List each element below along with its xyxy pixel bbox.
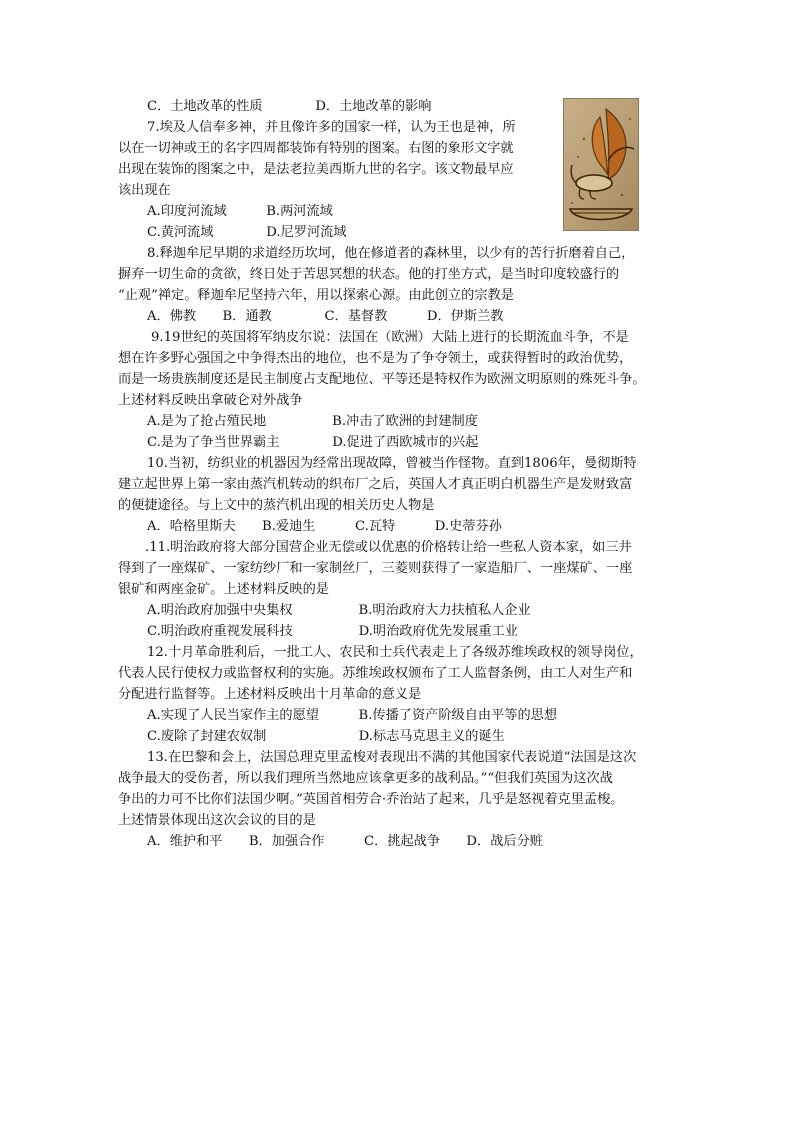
question-7-text: 出现在装饰的图案之中，是法老拉美西斯九世的名字。该文物最早应 <box>118 162 514 177</box>
question-13-text: 13.在巴黎和会上，法国总理克里孟梭对表现出不满的其他国家代表说道“法国是这次 <box>147 750 637 765</box>
question-8-text: 摒弃一切生命的贪欲，终日处于苦思冥想的状态。他的打坐方式，是当时印度较盛行的 <box>118 267 620 282</box>
question-7-text: 该出现在 <box>118 183 171 198</box>
question-8-options: A．佛教 B．通教 C．基督教 D．伊斯兰教 <box>147 309 504 324</box>
question-11-text: .11.明治政府将大部分国营企业无偿或以优惠的价格转让给一些私人资本家，如三井 <box>145 540 632 555</box>
question-10-text: 建立起世界上第一家由蒸汽机转动的织布厂之后，英国人才真正明白机器生产是发财致富 <box>118 477 633 492</box>
question-10-text: 的便捷途径。与上文中的蒸汽机出现的相关历史人物是 <box>118 498 435 513</box>
question-12-text: 代表人民行使权力或监督权利的实施。苏维埃政权颁布了工人监督条例，由工人对生产和 <box>118 666 633 681</box>
question-13-text: 战争最大的受伤者，所以我们理所当然地应该拿更多的战利品。”“但我们英国为这次战 <box>118 771 613 786</box>
question-12-text: 分配进行监督等。上述材料反映出十月革命的意义是 <box>118 687 422 702</box>
question-10-text: 10.当初，纺织业的机器因为经常出现故障，曾被当作怪物。直到1806年，曼彻斯特 <box>147 456 637 471</box>
question-7-options: C.黄河流域 D.尼罗河流域 <box>147 225 347 240</box>
question-8-text: 8.释迦牟尼早期的求道经历坎坷，他在修道者的森林里，以少有的苦行折磨着自己， <box>147 246 635 261</box>
question-9-text: 而是一场贵族制度还是民主制度占支配地位、平等还是特权作为欧洲文明原则的殊死斗争。 <box>118 372 646 387</box>
question-11-text: 银矿和两座金矿。上述材料反映的是 <box>118 582 329 597</box>
question-9-text: 9.19世纪的英国将军纳皮尔说：法国在（欧洲）大陆上进行的长期流血斗争，不是 <box>151 330 629 345</box>
question-8-text: “止观”禅定。释迦牟尼坚持六年，用以探索心源。由此创立的宗教是 <box>118 288 514 303</box>
question-9-options: C.是为了争当世界霸主 D.促进了西欧城市的兴起 <box>147 435 479 450</box>
question-13-options: A．维护和平 B．加强合作 C．挑起战争 D．战后分赃 <box>147 834 543 849</box>
question-7-text: 以在一切神或王的名字四周都装饰有特别的图案。右图的象形文字就 <box>118 141 514 156</box>
question-9-text: 想在许多野心强国之中争得杰出的地位，也不是为了争夺领土，或获得暂时的政治优势， <box>118 351 633 366</box>
question-12-options: A.实现了人民当家作主的愿望 B.传播了资产阶级自由平等的思想 <box>147 708 558 723</box>
question-11-options: A.明治政府加强中央集权 B.明治政府大力扶植私人企业 <box>147 603 531 618</box>
option-line-q6: C．土地改革的性质 D．土地改革的影响 <box>147 99 432 114</box>
question-9-options: A.是为了抢占殖民地 B.冲击了欧洲的封建制度 <box>147 414 478 429</box>
question-12-text: 12.十月革命胜利后，一批工人、农民和士兵代表走上了各级苏维埃政权的领导岗位， <box>147 645 643 660</box>
question-13-text: 上述情景体现出这次会议的目的是 <box>118 813 316 828</box>
question-10-options: A．哈格里斯夫 B.爱迪生 C.瓦特 D.史蒂芬孙 <box>147 519 502 534</box>
question-7-text: 7.埃及人信奉多神，并且像许多的国家一样，认为王也是神，所 <box>147 120 516 135</box>
question-7-options: A.印度河流域 B.两河流域 <box>147 204 333 219</box>
question-13-text: 争出的力可不比你们法国少啊。”英国首相劳合·乔治站了起来，几乎是怒视着克里孟梭。 <box>118 792 624 807</box>
hieroglyph-image <box>563 98 639 231</box>
question-9-text: 上述材料反映出拿破仑对外战争 <box>118 393 303 408</box>
question-11-options: C.明治政府重视发展科技 D.明治政府优先发展重工业 <box>147 624 518 639</box>
question-12-options: C.废除了封建农奴制 D.标志马克思主义的诞生 <box>147 729 505 744</box>
question-11-text: 得到了一座煤矿、一家纺纱厂和一家制丝厂，三菱则获得了一家造船厂、一座煤矿、一座 <box>118 561 633 576</box>
